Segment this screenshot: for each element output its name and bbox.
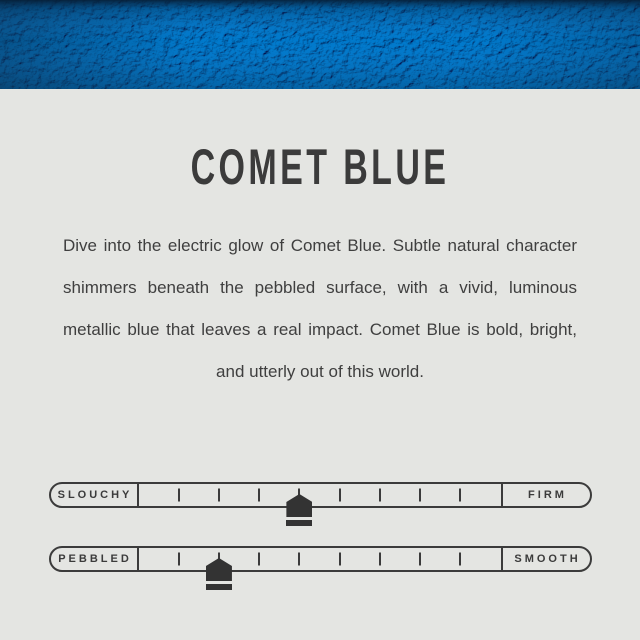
tick-mark <box>459 489 461 502</box>
description-line: and utterly out of this world. <box>216 362 424 381</box>
tick-mark <box>419 553 421 566</box>
slider-track <box>139 548 501 570</box>
marker-underline <box>286 520 312 526</box>
marker-underline <box>206 584 232 590</box>
tick-mark <box>419 489 421 502</box>
tick-mark <box>258 553 260 566</box>
page-title: COMET BLUE <box>190 139 450 195</box>
tick-mark <box>178 553 180 566</box>
description-line: shimmers beneath the pebbled surface, with a vivid, luminous <box>63 278 577 297</box>
slider-left-label: SLOUCHY <box>51 484 139 506</box>
slider-right-label: SMOOTH <box>501 548 590 570</box>
tick-mark <box>459 553 461 566</box>
tick-mark <box>339 553 341 566</box>
slider-track <box>139 484 501 506</box>
marker-pointer-icon <box>206 558 232 581</box>
tick-mark <box>178 489 180 502</box>
description-line: Dive into the electric glow of Comet Blue. Subtle natural character <box>63 236 577 255</box>
product-info-section <box>0 139 640 572</box>
description-paragraph <box>63 225 577 393</box>
pebbled-smooth-slider <box>49 546 592 572</box>
marker-pointer-icon <box>286 494 312 517</box>
slider-right-label: FIRM <box>501 484 590 506</box>
tick-mark <box>379 553 381 566</box>
slouchy-firm-marker-icon <box>286 494 312 526</box>
leather-swatch-image <box>0 0 640 89</box>
tick-mark <box>379 489 381 502</box>
description-line: metallic blue that leaves a real impact. Comet Blue is bold, bright, <box>63 320 577 339</box>
attribute-sliders <box>0 482 640 572</box>
slouchy-firm-slider <box>49 482 592 508</box>
leather-texture-svg <box>0 0 640 89</box>
slider-left-label: PEBBLED <box>51 548 139 570</box>
tick-mark <box>339 489 341 502</box>
tick-mark <box>218 489 220 502</box>
tick-mark <box>298 553 300 566</box>
tick-mark <box>258 489 260 502</box>
pebbled-smooth-marker-icon <box>206 558 232 590</box>
